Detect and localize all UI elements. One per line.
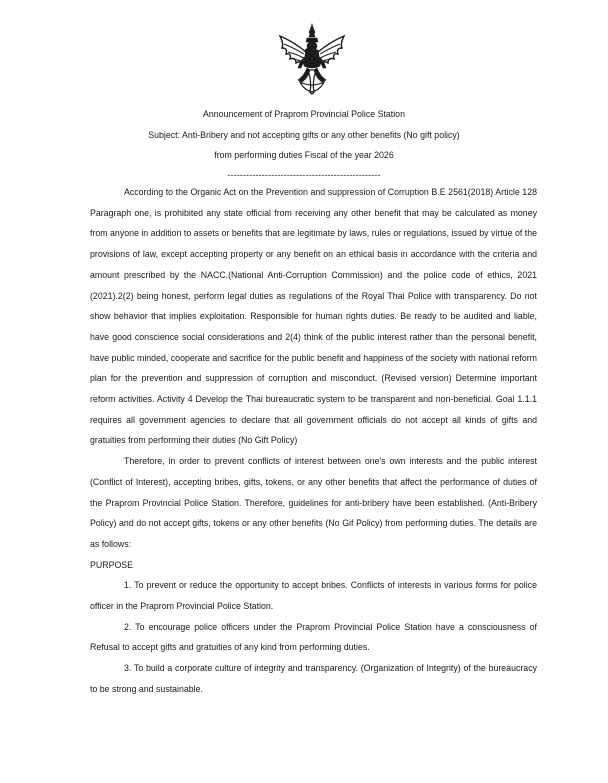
announcement-title: Announcement of Praprom Provincial Police Station (203, 109, 405, 119)
list-item: 3. To build a corporate culture of integrity and transparency. (Organization of Integrity) of the bureaucracy to be strong and sustainable. (90, 663, 537, 694)
separator-line: ------------------------------------------------- (227, 170, 381, 180)
paragraph: Therefore, in order to prevent conflicts of interest between one's own interests and the public interest (Conflict of Interest), accepting bribes, gifts, tokens, or any other benefits that affect the performance of duties of the Praprom Provincial Police Station. Therefore, guidelines for anti-bribery have been established. (Anti-Bribery Policy) and do not accept gifts, tokens or any other benefits (No Gif Policy) from performing duties. The details are as follows: (90, 456, 537, 549)
garuda-emblem-icon (274, 22, 350, 98)
paragraph: According to the Organic Act on the Prevention and suppression of Corruption B.E 2561(2018) Article 128 Paragraph one, is prohibited any state official from receiving any other benefit that may be calculated as money from anyone in addition to assets or benefits that are legitimate by laws, rules or regulations, issued by virtue of the provisions of law, except accepting property or any benefit on an ethical basis in accordance with the criteria and amount prescribed by the NACC.(National Anti-Corruption Commission) and the police code of ethics, 2021 (2021).2(2) being honest, perform legal duties as regulations of the Royal Thai Police with transparency. Do not show behavior that implies exploitation. Responsible for human rights duties. Be ready to be audited and liable, have good conscience social considerations and 2(4) think of the public interest rather than the personal benefit, have public minded, cooperate and sacrifice for the public benefit and happiness of the society with national reform plan for the prevention and suppression of corruption and misconduct. (Revised version) Determine important reform activities. Activity 4 Develop the Thai bureaucratic system to be transparent and non-beneficial. Goal 1.1.1 requires all government agencies to declare that all government officials do not accept all kinds of gifts and gratuities from performing their duties (No Gift Policy) (90, 187, 537, 446)
list-item: 1. To prevent or reduce the opportunity to accept bribes. Conflicts of interests in various forms for police officer in the Praprom Provincial Police Station. (90, 580, 537, 612)
announcement-subtitle: from performing duties Fiscal of the year 2026 (214, 150, 394, 160)
section-heading: PURPOSE (90, 559, 134, 570)
list-item: 2. To encourage police officers under the Praprom Provincial Police Station have a consciousness of Refusal to accept gifts and gratuities of any kind from performing duties. (90, 621, 537, 653)
document-body (90, 182, 537, 700)
announcement-subject: Subject: Anti-Bribery and not accepting gifts or any other benefits (No gift policy) (148, 130, 460, 140)
